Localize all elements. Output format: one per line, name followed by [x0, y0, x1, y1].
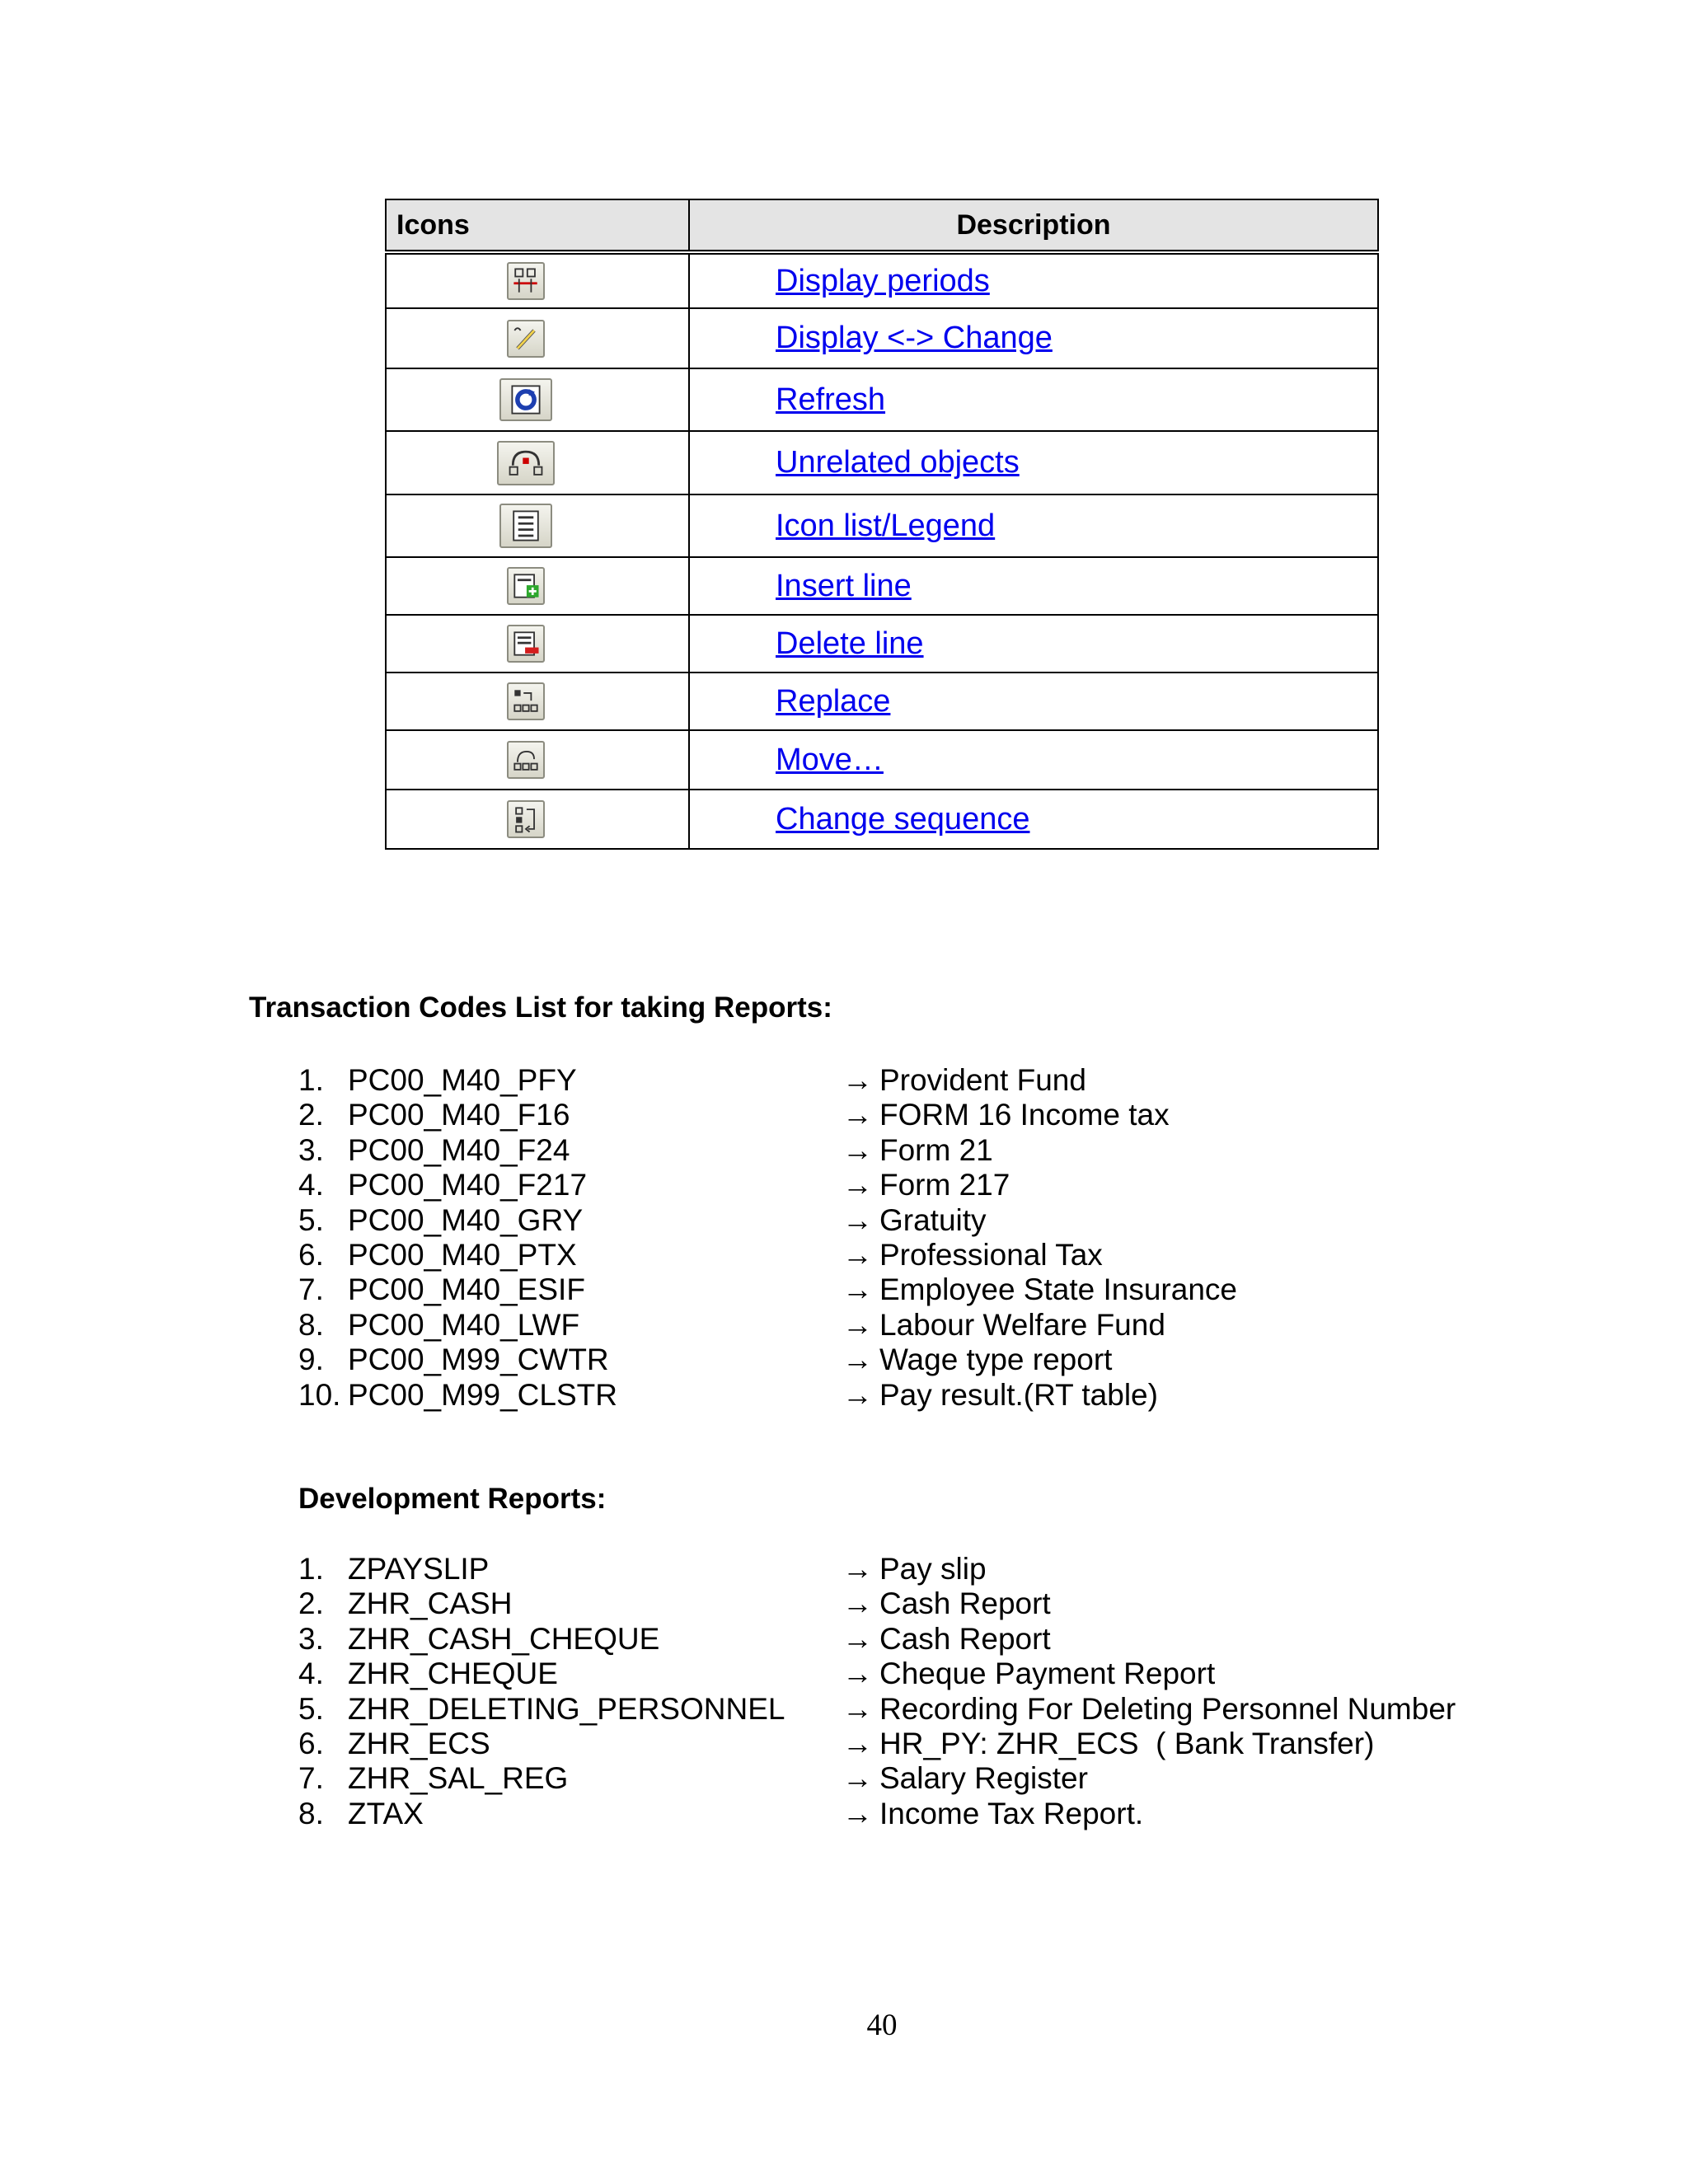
description-text: Provident Fund [879, 1063, 1086, 1097]
item-description [842, 1308, 1165, 1343]
list-item [298, 1622, 1568, 1657]
table-row [386, 790, 1378, 849]
table-row [386, 252, 1378, 308]
list-item [298, 1586, 1568, 1621]
table-header-row [386, 199, 1378, 252]
list-item [298, 1761, 1568, 1796]
arrow-icon: → [842, 1202, 873, 1237]
description-text: FORM 16 Income tax [879, 1098, 1170, 1132]
move-icon[interactable] [507, 741, 545, 779]
link-move[interactable]: Move… [776, 742, 884, 777]
list-item [298, 1692, 1568, 1727]
link-refresh[interactable]: Refresh [776, 382, 886, 417]
report-code: ZHR_SAL_REG [348, 1761, 569, 1796]
table-row [386, 368, 1378, 431]
delete-line-icon[interactable] [507, 625, 545, 663]
change-sequence-icon[interactable] [507, 800, 545, 838]
arrow-icon: → [842, 1621, 873, 1656]
report-code: ZHR_DELETING_PERSONNEL [348, 1691, 785, 1726]
item-number: 2. [298, 1098, 324, 1132]
list-item [298, 1727, 1568, 1761]
development-reports-heading: Development Reports: [298, 1483, 607, 1515]
item-description [842, 1657, 1215, 1691]
item-description [842, 1343, 1112, 1377]
description-text: Cheque Payment Report [879, 1657, 1216, 1691]
arrow-icon: → [842, 1168, 873, 1202]
item-description [842, 1168, 1010, 1202]
table-row [386, 615, 1378, 673]
list-item [298, 1133, 1568, 1168]
description-text: Pay slip [879, 1552, 987, 1586]
list-item [298, 1203, 1568, 1238]
transaction-code: PC00_M99_CLSTR [348, 1377, 617, 1412]
list-item [298, 1343, 1568, 1377]
display-periods-icon[interactable] [507, 262, 545, 300]
page-number: 40 [866, 2008, 898, 2042]
item-description [842, 1378, 1158, 1413]
transaction-code: PC00_M40_ESIF [348, 1272, 585, 1307]
report-code: ZHR_CHEQUE [348, 1657, 558, 1691]
item-number: 1. [298, 1552, 324, 1586]
table-row [386, 557, 1378, 615]
item-number: 4. [298, 1657, 324, 1691]
report-code: ZTAX [348, 1796, 424, 1830]
item-description [842, 1203, 987, 1238]
item-description [842, 1797, 1143, 1831]
header-icons: Icons [386, 199, 689, 252]
item-description [842, 1238, 1103, 1272]
arrow-icon: → [842, 1237, 873, 1272]
list-item [298, 1238, 1568, 1272]
item-description [842, 1586, 1051, 1621]
transaction-codes-list [298, 1063, 1568, 1413]
link-change-sequence[interactable]: Change sequence [776, 801, 1030, 837]
item-number: 10. [298, 1377, 341, 1412]
list-item [298, 1797, 1568, 1831]
arrow-icon: → [842, 1377, 873, 1412]
arrow-icon: → [842, 1132, 873, 1167]
header-description: Description [689, 199, 1378, 252]
replace-icon[interactable] [507, 682, 545, 720]
description-text: Labour Welfare Fund [879, 1307, 1165, 1342]
arrow-icon: → [842, 1552, 873, 1586]
item-number: 5. [298, 1691, 324, 1726]
description-text: Pay result.(RT table) [879, 1377, 1158, 1412]
transaction-code: PC00_M40_LWF [348, 1307, 580, 1342]
item-number: 3. [298, 1132, 324, 1167]
item-number: 6. [298, 1237, 324, 1272]
icon-legend-table [385, 199, 1379, 850]
item-description [842, 1552, 987, 1586]
link-icon-list-legend[interactable]: Icon list/Legend [776, 508, 996, 543]
item-description [842, 1727, 1374, 1761]
transaction-codes-heading: Transaction Codes List for taking Reports: [249, 991, 832, 1024]
transaction-code: PC00_M99_CWTR [348, 1343, 609, 1377]
description-text: Professional Tax [879, 1237, 1103, 1272]
item-number: 5. [298, 1202, 324, 1237]
report-code: ZHR_CASH [348, 1586, 513, 1621]
table-row [386, 308, 1378, 368]
description-text: Wage type report [879, 1343, 1113, 1377]
report-code: ZPAYSLIP [348, 1552, 490, 1586]
arrow-icon: → [842, 1761, 873, 1796]
table-row [386, 494, 1378, 557]
icon-list-legend-icon[interactable] [499, 504, 552, 548]
table-row [386, 431, 1378, 494]
description-text: Cash Report [879, 1586, 1051, 1621]
description-text: Salary Register [879, 1761, 1088, 1796]
arrow-icon: → [842, 1796, 873, 1830]
item-description [842, 1098, 1170, 1132]
table-row [386, 673, 1378, 730]
list-item [298, 1098, 1568, 1132]
description-text: Employee State Insurance [879, 1272, 1237, 1307]
list-item [298, 1063, 1568, 1098]
display-change-icon[interactable] [507, 320, 545, 358]
arrow-icon: → [842, 1063, 873, 1097]
table-row [386, 730, 1378, 790]
list-item [298, 1378, 1568, 1413]
list-item [298, 1552, 1568, 1586]
item-number: 1. [298, 1063, 324, 1097]
list-item [298, 1308, 1568, 1343]
description-text: Income Tax Report. [879, 1796, 1144, 1830]
report-code: ZHR_ECS [348, 1726, 490, 1760]
list-item [298, 1272, 1568, 1307]
arrow-icon: → [842, 1307, 873, 1342]
link-delete-line[interactable]: Delete line [776, 626, 924, 661]
insert-line-icon[interactable] [507, 567, 545, 605]
item-number: 6. [298, 1726, 324, 1760]
transaction-code: PC00_M40_GRY [348, 1202, 584, 1237]
link-display-periods[interactable]: Display periods [776, 263, 990, 298]
arrow-icon: → [842, 1098, 873, 1132]
item-number: 2. [298, 1586, 324, 1621]
item-description [842, 1761, 1088, 1796]
transaction-code: PC00_M40_F24 [348, 1132, 570, 1167]
description-text: Recording For Deleting Personnel Number [879, 1691, 1456, 1726]
arrow-icon: → [842, 1691, 873, 1726]
item-description [842, 1133, 993, 1168]
report-code: ZHR_CASH_CHEQUE [348, 1621, 660, 1656]
link-insert-line[interactable]: Insert line [776, 568, 912, 603]
description-text: Cash Report [879, 1621, 1051, 1656]
unrelated-objects-icon[interactable] [497, 441, 555, 485]
arrow-icon: → [842, 1726, 873, 1760]
link-display-change[interactable]: Display <-> Change [776, 321, 1053, 355]
refresh-icon[interactable] [499, 378, 552, 421]
item-description [842, 1622, 1051, 1657]
list-item [298, 1657, 1568, 1691]
item-description [842, 1692, 1456, 1727]
arrow-icon: → [842, 1272, 873, 1307]
transaction-code: PC00_M40_PFY [348, 1063, 577, 1097]
item-number: 8. [298, 1307, 324, 1342]
development-reports-list [298, 1552, 1568, 1831]
description-text: HR_PY: ZHR_ECS ( Bank Transfer) [879, 1726, 1375, 1760]
description-text: Form 21 [879, 1132, 993, 1167]
transaction-code: PC00_M40_F217 [348, 1168, 588, 1202]
item-number: 3. [298, 1621, 324, 1656]
description-text: Form 217 [879, 1168, 1010, 1202]
list-item [298, 1168, 1568, 1202]
item-description [842, 1063, 1086, 1098]
link-unrelated-objects[interactable]: Unrelated objects [776, 445, 1020, 480]
item-number: 7. [298, 1272, 324, 1307]
arrow-icon: → [842, 1343, 873, 1377]
description-text: Gratuity [879, 1202, 987, 1237]
transaction-code: PC00_M40_PTX [348, 1237, 577, 1272]
item-number: 7. [298, 1761, 324, 1796]
item-number: 4. [298, 1168, 324, 1202]
transaction-code: PC00_M40_F16 [348, 1098, 570, 1132]
item-description [842, 1272, 1237, 1307]
arrow-icon: → [842, 1657, 873, 1691]
link-replace[interactable]: Replace [776, 683, 891, 719]
item-number: 9. [298, 1343, 324, 1377]
arrow-icon: → [842, 1586, 873, 1621]
item-number: 8. [298, 1796, 324, 1830]
